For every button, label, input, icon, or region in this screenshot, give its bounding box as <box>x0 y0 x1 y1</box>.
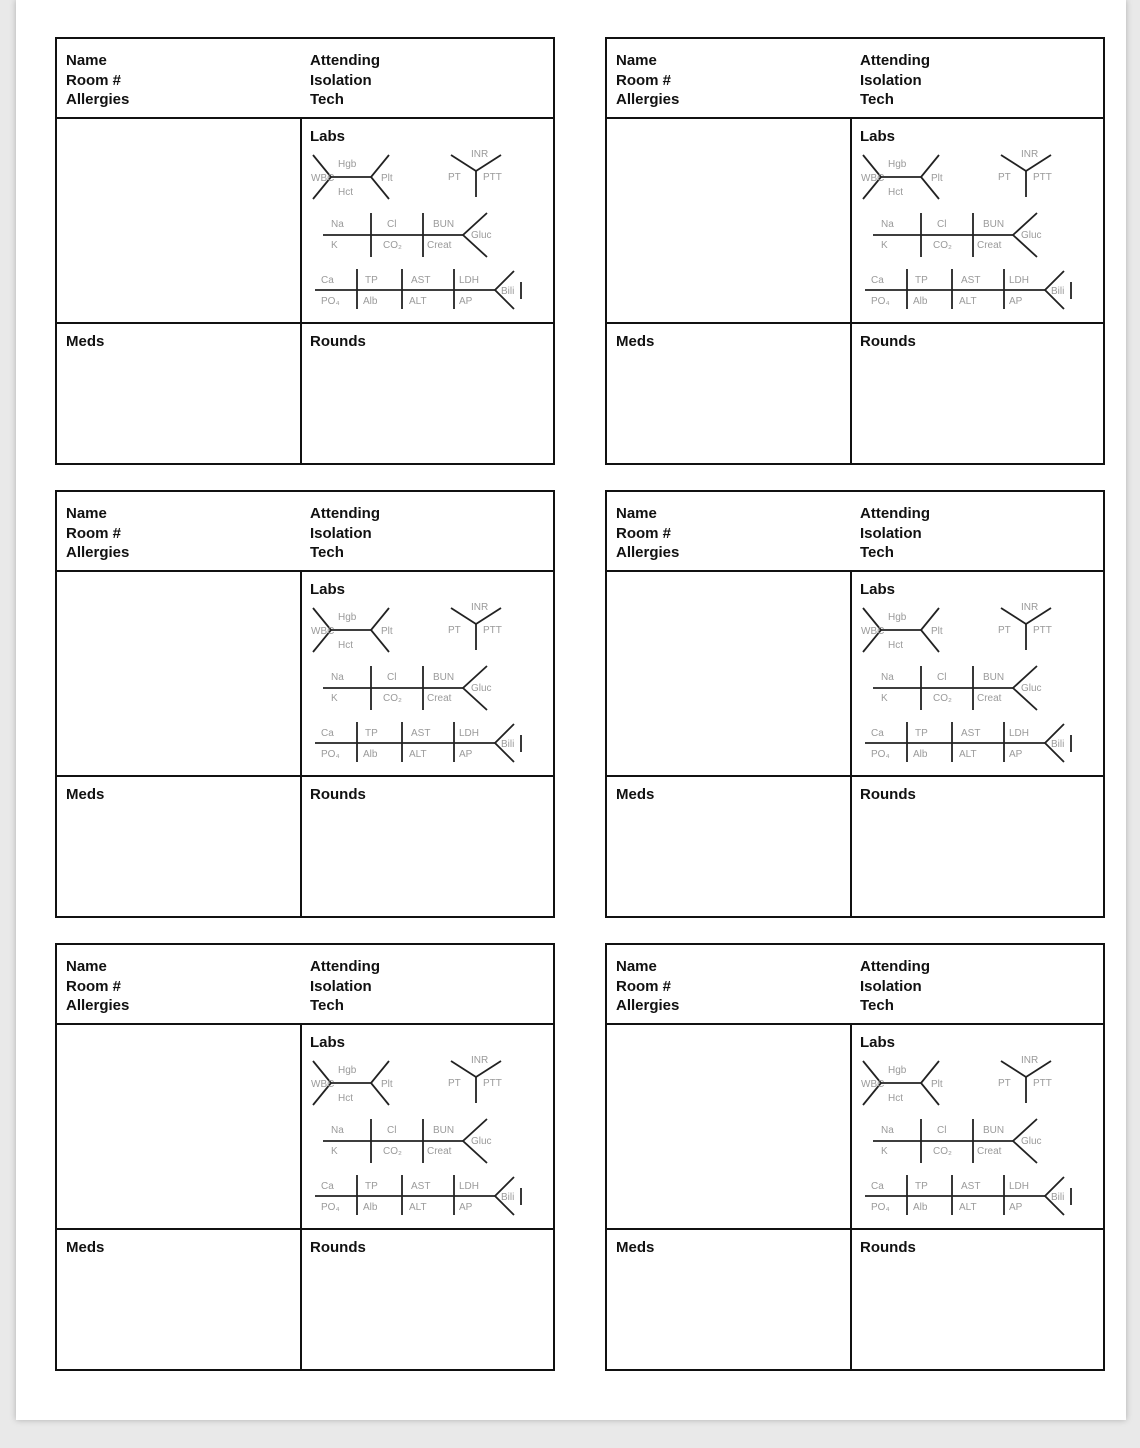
name-label: Name <box>66 52 107 69</box>
patient-info-labels <box>66 957 129 1016</box>
attending-label: Attending <box>860 505 930 522</box>
inr-text: INR <box>471 602 489 613</box>
name-label: Name <box>66 505 107 522</box>
co2-text: CO₂ <box>933 240 952 251</box>
isolation-label: Isolation <box>860 71 922 89</box>
alt-text: ALT <box>959 749 977 760</box>
ptt-text: PTT <box>1033 1078 1052 1089</box>
column-divider <box>300 1023 302 1369</box>
lab-fishbone-diagrams <box>861 1053 1091 1223</box>
cbc-fishbone <box>311 1061 393 1105</box>
pt-text: PT <box>448 1078 461 1089</box>
card-header <box>57 945 553 1025</box>
coag-diagram <box>998 1055 1052 1103</box>
lft-fishbone <box>865 1175 1071 1215</box>
hgb-text: Hgb <box>338 612 357 623</box>
lft-fishbone <box>865 269 1071 309</box>
alt-text: ALT <box>959 1202 977 1213</box>
ldh-text: LDH <box>459 275 480 286</box>
card-header <box>57 492 553 572</box>
alb-text: Alb <box>913 296 928 307</box>
coag-diagram <box>998 149 1052 197</box>
care-info-labels <box>310 51 380 110</box>
pt-text: PT <box>448 172 461 183</box>
bili-text: Bili <box>501 739 515 750</box>
ldh-text: LDH <box>1009 275 1030 286</box>
po4-text: PO₄ <box>321 296 340 307</box>
hct-text: Hct <box>888 187 903 198</box>
plt-text: Plt <box>931 1079 943 1090</box>
allergies-label: Allergies <box>66 91 130 108</box>
card-header <box>607 945 1103 1025</box>
alb-text: Alb <box>363 749 378 760</box>
inr-text: INR <box>1021 1055 1039 1066</box>
gluc-text: Gluc <box>1021 1136 1042 1147</box>
wbc-text: WBC <box>861 626 885 637</box>
creat-text: Creat <box>427 693 452 704</box>
na-text: Na <box>881 219 894 230</box>
ap-text: AP <box>1009 1202 1023 1213</box>
bun-text: BUN <box>433 1125 455 1136</box>
tech-label: Tech <box>860 544 894 561</box>
na-text: Na <box>331 1125 344 1136</box>
hct-text: Hct <box>338 640 353 651</box>
cbc-fishbone <box>861 155 943 199</box>
rounds-label: Rounds <box>310 786 366 803</box>
wbc-text: WBC <box>861 1079 885 1090</box>
k-text: K <box>331 693 338 704</box>
alb-text: Alb <box>363 296 378 307</box>
ptt-text: PTT <box>1033 625 1052 636</box>
attending-label: Attending <box>310 505 380 522</box>
k-text: K <box>881 1146 888 1157</box>
plt-text: Plt <box>381 626 393 637</box>
patient-card <box>55 37 555 465</box>
room-label: Room # <box>616 524 672 542</box>
card-header <box>607 492 1103 572</box>
ap-text: AP <box>459 1202 473 1213</box>
column-divider <box>850 1023 852 1369</box>
labs-label: Labs <box>860 581 896 598</box>
cbc-fishbone <box>861 1061 943 1105</box>
patient-card <box>605 943 1105 1371</box>
bili-text: Bili <box>1051 1192 1065 1203</box>
allergies-label: Allergies <box>616 544 680 561</box>
lab-fishbone-diagrams <box>861 147 1091 317</box>
isolation-label: Isolation <box>310 71 372 89</box>
inr-text: INR <box>471 1055 489 1066</box>
labs-label: Labs <box>310 128 346 145</box>
ast-text: AST <box>961 275 981 286</box>
po4-text: PO₄ <box>321 749 340 760</box>
po4-text: PO₄ <box>321 1202 340 1213</box>
bmp-fishbone <box>323 666 492 710</box>
plt-text: Plt <box>931 626 943 637</box>
gluc-text: Gluc <box>1021 230 1042 241</box>
care-info-labels <box>310 957 380 1016</box>
patient-card <box>605 37 1105 465</box>
name-label: Name <box>616 52 657 69</box>
pt-text: PT <box>998 625 1011 636</box>
attending-label: Attending <box>310 52 380 69</box>
bili-text: Bili <box>501 286 515 297</box>
coag-diagram <box>448 149 502 197</box>
alb-text: Alb <box>913 1202 928 1213</box>
ca-text: Ca <box>871 1181 884 1192</box>
room-label: Room # <box>66 977 122 995</box>
creat-text: Creat <box>427 1146 452 1157</box>
room-label: Room # <box>66 71 122 89</box>
lab-fishbone-diagrams <box>311 600 541 770</box>
plt-text: Plt <box>381 173 393 184</box>
column-divider <box>300 570 302 916</box>
room-label: Room # <box>66 524 122 542</box>
alb-text: Alb <box>913 749 928 760</box>
ptt-text: PTT <box>483 1078 502 1089</box>
patient-card <box>55 943 555 1371</box>
plt-text: Plt <box>931 173 943 184</box>
column-divider <box>850 117 852 463</box>
ap-text: AP <box>1009 749 1023 760</box>
bun-text: BUN <box>983 219 1005 230</box>
bun-text: BUN <box>983 1125 1005 1136</box>
tech-label: Tech <box>310 91 344 108</box>
patient-info-labels <box>616 957 679 1016</box>
po4-text: PO₄ <box>871 749 890 760</box>
isolation-label: Isolation <box>310 977 372 995</box>
creat-text: Creat <box>427 240 452 251</box>
wbc-text: WBC <box>861 173 885 184</box>
bmp-fishbone <box>323 1119 492 1163</box>
hgb-text: Hgb <box>888 159 907 170</box>
allergies-label: Allergies <box>616 997 680 1014</box>
hct-text: Hct <box>888 640 903 651</box>
ast-text: AST <box>411 728 431 739</box>
tp-text: TP <box>915 1181 928 1192</box>
tp-text: TP <box>915 728 928 739</box>
na-text: Na <box>331 672 344 683</box>
ldh-text: LDH <box>1009 1181 1030 1192</box>
rounds-label: Rounds <box>860 333 916 350</box>
patient-info-labels <box>66 51 129 110</box>
alt-text: ALT <box>959 296 977 307</box>
cl-text: Cl <box>387 219 397 230</box>
bmp-fishbone <box>873 1119 1042 1163</box>
document-page <box>16 0 1126 1420</box>
ldh-text: LDH <box>459 1181 480 1192</box>
patient-info-labels <box>616 51 679 110</box>
lft-fishbone <box>865 722 1071 762</box>
ca-text: Ca <box>321 728 334 739</box>
lab-fishbone-diagrams <box>311 1053 541 1223</box>
alt-text: ALT <box>409 1202 427 1213</box>
tp-text: TP <box>365 1181 378 1192</box>
wbc-text: WBC <box>311 173 335 184</box>
hct-text: Hct <box>888 1093 903 1104</box>
labs-label: Labs <box>310 581 346 598</box>
name-label: Name <box>616 958 657 975</box>
meds-label: Meds <box>66 786 105 803</box>
na-text: Na <box>881 1125 894 1136</box>
hct-text: Hct <box>338 187 353 198</box>
attending-label: Attending <box>860 958 930 975</box>
pt-text: PT <box>998 1078 1011 1089</box>
cl-text: Cl <box>937 219 947 230</box>
ast-text: AST <box>961 1181 981 1192</box>
bili-text: Bili <box>1051 286 1065 297</box>
isolation-label: Isolation <box>860 524 922 542</box>
cl-text: Cl <box>387 1125 397 1136</box>
name-label: Name <box>616 505 657 522</box>
k-text: K <box>881 240 888 251</box>
patient-info-labels <box>616 504 679 563</box>
cl-text: Cl <box>937 1125 947 1136</box>
card-header <box>607 39 1103 119</box>
meds-label: Meds <box>66 1239 105 1256</box>
gluc-text: Gluc <box>471 1136 492 1147</box>
bmp-fishbone <box>873 213 1042 257</box>
ptt-text: PTT <box>1033 172 1052 183</box>
labs-label: Labs <box>310 1034 346 1051</box>
hgb-text: Hgb <box>338 1065 357 1076</box>
pt-text: PT <box>448 625 461 636</box>
gluc-text: Gluc <box>471 683 492 694</box>
bmp-fishbone <box>323 213 492 257</box>
creat-text: Creat <box>977 1146 1002 1157</box>
bun-text: BUN <box>433 672 455 683</box>
patient-info-labels <box>66 504 129 563</box>
care-info-labels <box>860 504 930 563</box>
creat-text: Creat <box>977 693 1002 704</box>
ap-text: AP <box>459 749 473 760</box>
ast-text: AST <box>961 728 981 739</box>
ptt-text: PTT <box>483 172 502 183</box>
name-label: Name <box>66 958 107 975</box>
meds-label: Meds <box>66 333 105 350</box>
ca-text: Ca <box>871 728 884 739</box>
bun-text: BUN <box>433 219 455 230</box>
ldh-text: LDH <box>1009 728 1030 739</box>
ldh-text: LDH <box>459 728 480 739</box>
allergies-label: Allergies <box>66 544 130 561</box>
tp-text: TP <box>365 728 378 739</box>
cl-text: Cl <box>387 672 397 683</box>
tech-label: Tech <box>860 997 894 1014</box>
alt-text: ALT <box>409 296 427 307</box>
cbc-fishbone <box>311 155 393 199</box>
isolation-label: Isolation <box>860 977 922 995</box>
lab-fishbone-diagrams <box>861 600 1091 770</box>
attending-label: Attending <box>860 52 930 69</box>
creat-text: Creat <box>977 240 1002 251</box>
patient-card <box>605 490 1105 918</box>
k-text: K <box>881 693 888 704</box>
na-text: Na <box>881 672 894 683</box>
coag-diagram <box>998 602 1052 650</box>
rounds-label: Rounds <box>860 1239 916 1256</box>
labs-label: Labs <box>860 128 896 145</box>
rounds-label: Rounds <box>310 1239 366 1256</box>
tp-text: TP <box>915 275 928 286</box>
ast-text: AST <box>411 275 431 286</box>
tech-label: Tech <box>860 91 894 108</box>
room-label: Room # <box>616 71 672 89</box>
co2-text: CO₂ <box>933 693 952 704</box>
alb-text: Alb <box>363 1202 378 1213</box>
rounds-label: Rounds <box>860 786 916 803</box>
tech-label: Tech <box>310 997 344 1014</box>
bmp-fishbone <box>873 666 1042 710</box>
pt-text: PT <box>998 172 1011 183</box>
meds-label: Meds <box>616 786 655 803</box>
hgb-text: Hgb <box>888 612 907 623</box>
allergies-label: Allergies <box>616 91 680 108</box>
rounds-label: Rounds <box>310 333 366 350</box>
co2-text: CO₂ <box>933 1146 952 1157</box>
wbc-text: WBC <box>311 1079 335 1090</box>
hgb-text: Hgb <box>888 1065 907 1076</box>
ast-text: AST <box>411 1181 431 1192</box>
tp-text: TP <box>365 275 378 286</box>
co2-text: CO₂ <box>383 240 402 251</box>
tech-label: Tech <box>310 544 344 561</box>
co2-text: CO₂ <box>383 693 402 704</box>
care-info-labels <box>860 51 930 110</box>
care-info-labels <box>310 504 380 563</box>
bili-text: Bili <box>501 1192 515 1203</box>
meds-label: Meds <box>616 333 655 350</box>
allergies-label: Allergies <box>66 997 130 1014</box>
care-info-labels <box>860 957 930 1016</box>
wbc-text: WBC <box>311 626 335 637</box>
ptt-text: PTT <box>483 625 502 636</box>
po4-text: PO₄ <box>871 1202 890 1213</box>
card-header <box>57 39 553 119</box>
po4-text: PO₄ <box>871 296 890 307</box>
lab-fishbone-diagrams <box>311 147 541 317</box>
inr-text: INR <box>1021 602 1039 613</box>
hgb-text: Hgb <box>338 159 357 170</box>
lft-fishbone <box>315 722 521 762</box>
column-divider <box>850 570 852 916</box>
column-divider <box>300 117 302 463</box>
ca-text: Ca <box>321 1181 334 1192</box>
lft-fishbone <box>315 1175 521 1215</box>
hct-text: Hct <box>338 1093 353 1104</box>
isolation-label: Isolation <box>310 524 372 542</box>
ap-text: AP <box>459 296 473 307</box>
inr-text: INR <box>1021 149 1039 160</box>
attending-label: Attending <box>310 958 380 975</box>
lft-fishbone <box>315 269 521 309</box>
bun-text: BUN <box>983 672 1005 683</box>
gluc-text: Gluc <box>1021 683 1042 694</box>
k-text: K <box>331 1146 338 1157</box>
ca-text: Ca <box>871 275 884 286</box>
ca-text: Ca <box>321 275 334 286</box>
ap-text: AP <box>1009 296 1023 307</box>
plt-text: Plt <box>381 1079 393 1090</box>
cl-text: Cl <box>937 672 947 683</box>
na-text: Na <box>331 219 344 230</box>
bili-text: Bili <box>1051 739 1065 750</box>
patient-card <box>55 490 555 918</box>
cbc-fishbone <box>311 608 393 652</box>
gluc-text: Gluc <box>471 230 492 241</box>
coag-diagram <box>448 602 502 650</box>
k-text: K <box>331 240 338 251</box>
co2-text: CO₂ <box>383 1146 402 1157</box>
room-label: Room # <box>616 977 672 995</box>
inr-text: INR <box>471 149 489 160</box>
cbc-fishbone <box>861 608 943 652</box>
coag-diagram <box>448 1055 502 1103</box>
alt-text: ALT <box>409 749 427 760</box>
labs-label: Labs <box>860 1034 896 1051</box>
meds-label: Meds <box>616 1239 655 1256</box>
